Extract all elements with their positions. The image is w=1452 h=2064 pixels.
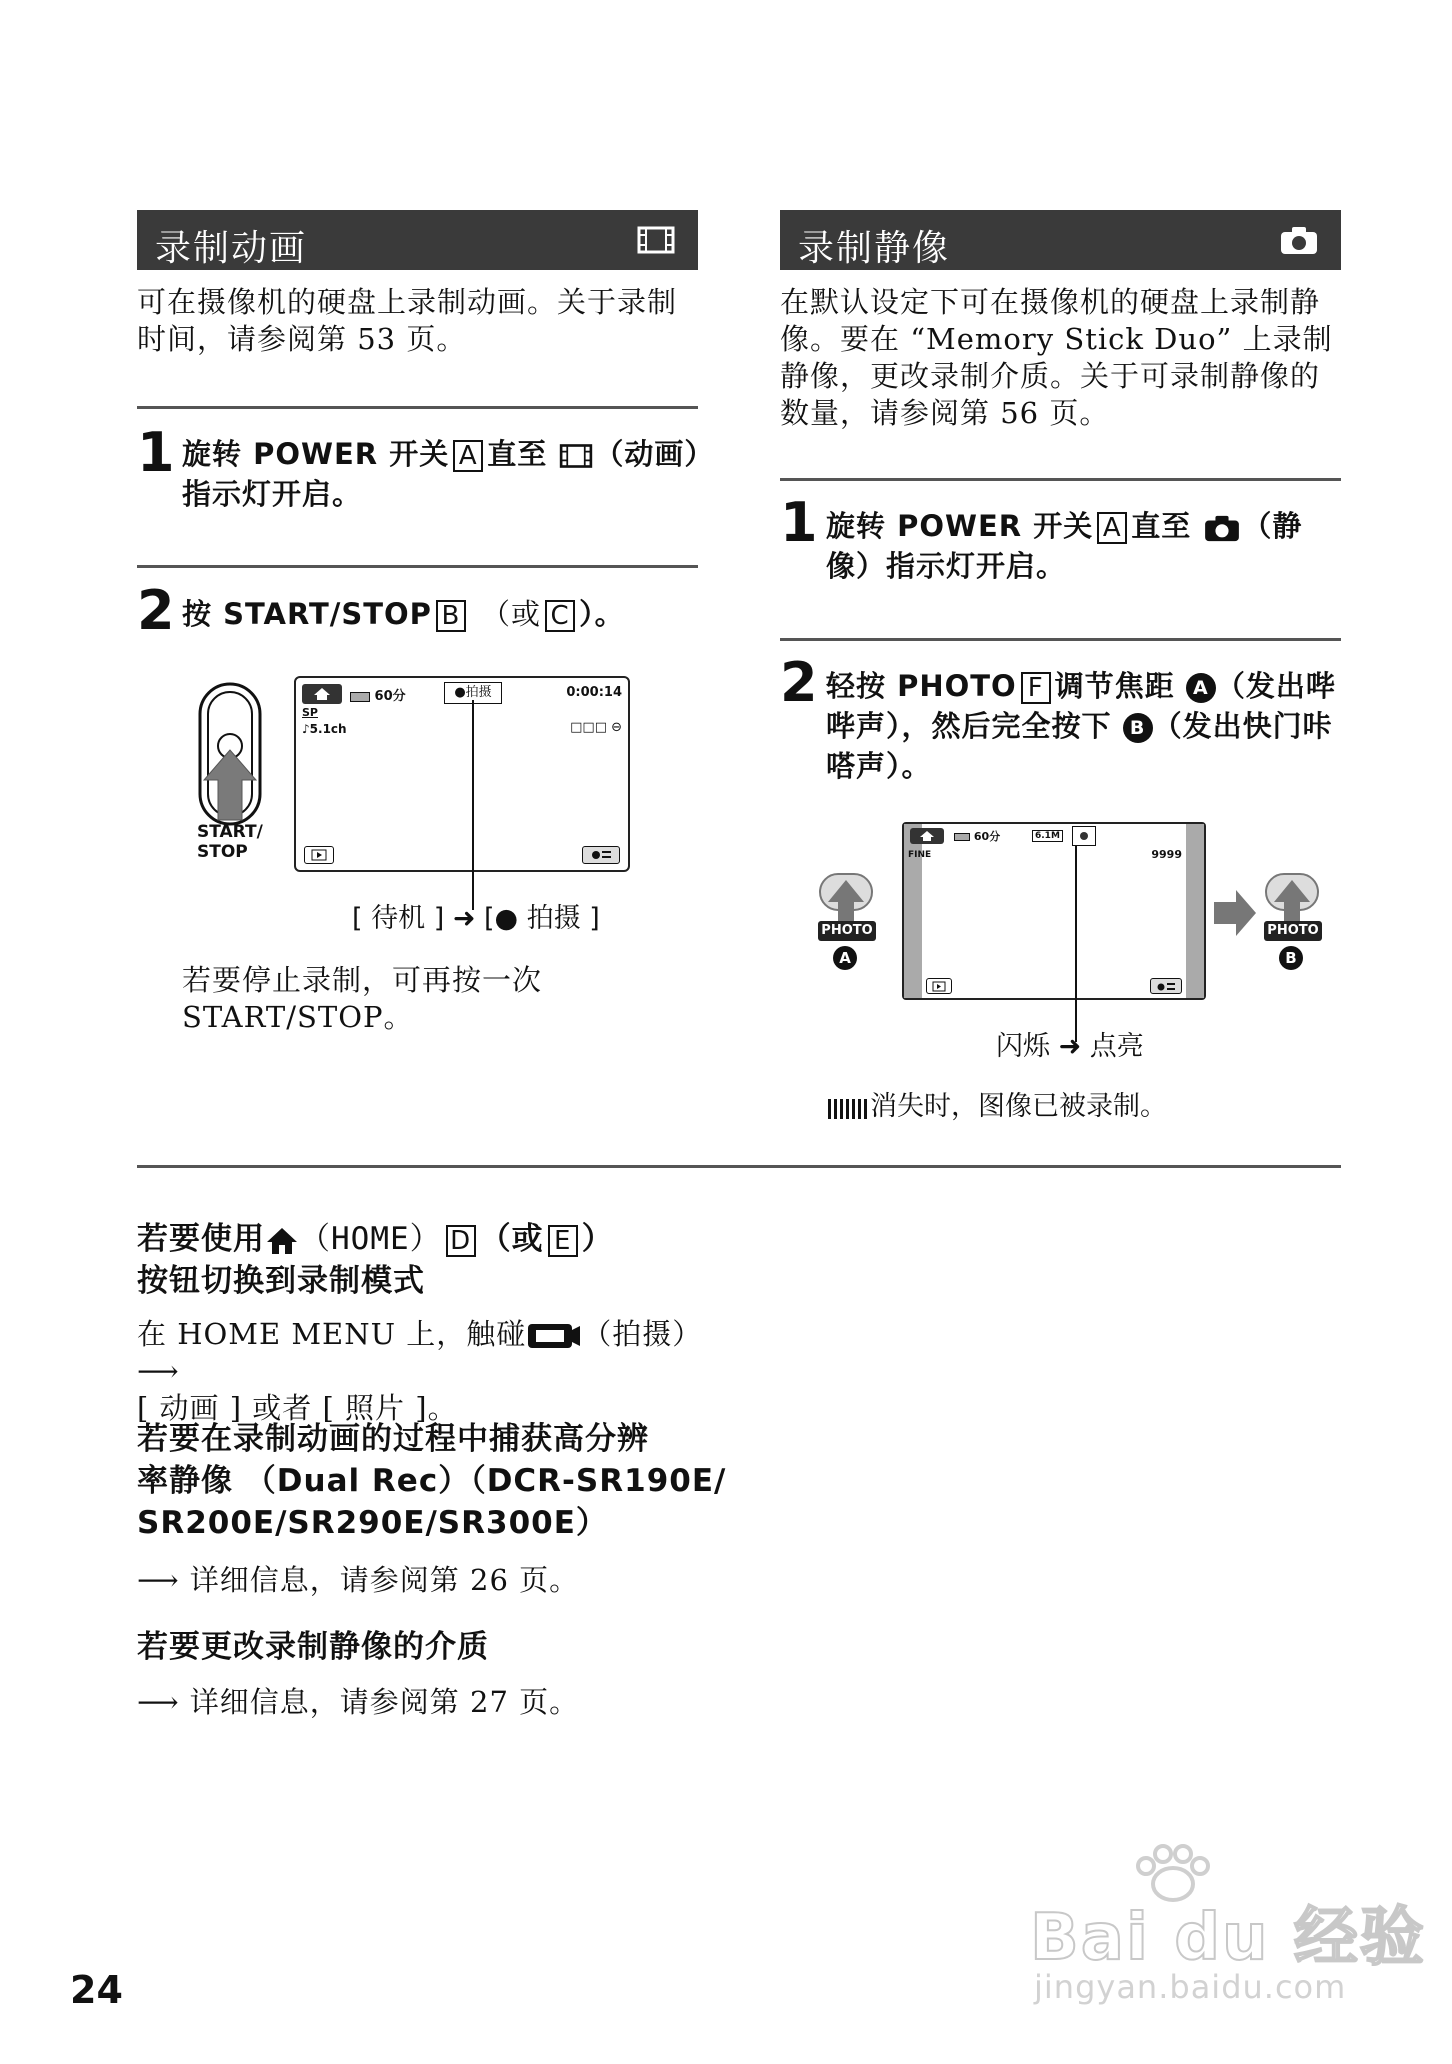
status-caption: 闪烁 ➜ 点亮 [996, 1031, 1144, 1062]
step-text: 旋转 POWER 开关 A 直至 （动画）指示灯开启。 [182, 437, 700, 511]
photo-count: 9999 [1151, 848, 1182, 861]
mode-indicator: ●拍摄 [444, 682, 502, 704]
pointer-line [472, 700, 474, 910]
home-icon [910, 828, 944, 844]
lcd-screen [294, 676, 630, 872]
right-bar [1186, 824, 1204, 998]
badge-a: A [833, 946, 857, 970]
divider [780, 638, 1341, 641]
lcd-screen [902, 822, 1206, 1000]
divider [137, 406, 698, 409]
recording-note: 消失时，图像已被录制。 [826, 1084, 1167, 1123]
photo-label: PHOTO [1264, 921, 1322, 941]
media-ref: ⟶ 详细信息，请参阅第 27 页。 [137, 1685, 580, 1719]
status-caption: [ 待机 ] ➜ [● 拍摄 ] [352, 903, 600, 934]
battery-indicator: 60分 [954, 828, 1000, 844]
watermark-brand: Bai du 经验 [1030, 1901, 1426, 1975]
badge-b: B [1123, 713, 1153, 743]
home-heading: 若要使用 （HOME） D （或 E ） 按钮切换到录制模式 [137, 1221, 614, 1299]
stop-note: 若要停止录制，可再按一次 START/STOP。 [182, 963, 543, 1034]
page-number: 24 [70, 1968, 123, 2012]
divider [137, 565, 698, 568]
option-icon [1150, 978, 1182, 994]
step-text: 轻按 PHOTO F 调节焦距 A （发出哔哔声），然后完全按下 B （发出快门咔嗒声）。 [826, 669, 1336, 783]
camera-shoot-icon [526, 1320, 582, 1352]
step-text: 按 START/STOP B （或 C ）。 [182, 597, 625, 631]
divider [137, 1165, 1341, 1168]
quality-label: SP [302, 706, 318, 719]
playback-icon [304, 846, 334, 864]
step-text: 旋转 POWER 开关 A 直至 （静像）指示灯开启。 [826, 509, 1303, 583]
section-header-photo [780, 210, 1341, 270]
intro-text: 在默认设定下可在摄像机的硬盘上录制静像。要在 “Memory Stick Duo” 上录制静像，更改录制介质。关于可录制静像的数量，请参阅第 56 页。 [780, 285, 1333, 430]
intro-text: 可在摄像机的硬盘上录制动画。关于录制时间，请参阅第 53 页。 [137, 285, 678, 356]
battery-indicator: 60分 [350, 685, 406, 704]
badge-b: B [1279, 946, 1303, 970]
section-title: 录制静像 [798, 228, 951, 269]
dual-rec-heading: 若要在录制动画的过程中捕获高分辨 率静像 （Dual Rec）（DCR-SR190E/ SR200E/SR290E/SR300E） [137, 1421, 727, 1541]
badge-a: A [1186, 673, 1216, 703]
media-heading: 若要更改录制静像的介质 [137, 1629, 489, 1665]
recording-bars-icon [826, 1095, 870, 1121]
step-number: 2 [780, 651, 818, 714]
section-title: 录制动画 [155, 228, 308, 269]
watermark-url: jingyan.baidu.com [1034, 1968, 1347, 2006]
step-number: 1 [780, 491, 818, 554]
home-icon [302, 684, 342, 704]
home-icon [265, 1226, 299, 1256]
image-size: 6.1M [1032, 830, 1063, 842]
next-arrow-icon [1212, 888, 1258, 938]
step-number: 2 [137, 579, 175, 642]
camera-icon [1279, 224, 1319, 256]
film-icon [558, 442, 594, 470]
divider [780, 478, 1341, 481]
playback-icon [926, 978, 952, 994]
pointer-line [1075, 846, 1077, 1042]
home-instruction: 在 HOME MENU 上，触碰 （拍摄） ⟶ [ 动画 ] 或者 [ 照片 ]。 [137, 1317, 703, 1425]
focus-indicator [1072, 826, 1096, 846]
time-counter: 0:00:14 [566, 685, 622, 700]
remaining-indicator: □□□ ⊖ [570, 720, 622, 735]
camera-icon [1202, 513, 1242, 543]
step-number: 1 [137, 421, 175, 484]
dual-rec-ref: ⟶ 详细信息，请参阅第 26 页。 [137, 1563, 580, 1597]
section-header-movie [137, 210, 698, 270]
photo-label: PHOTO [818, 921, 876, 941]
audio-label: ♪5.1ch [302, 722, 347, 736]
start-stop-label: START/ STOP [197, 822, 263, 862]
film-icon [636, 224, 676, 256]
start-stop-button-illustration [190, 680, 270, 830]
quality-label: FINE [908, 850, 932, 860]
option-icon [582, 846, 620, 864]
